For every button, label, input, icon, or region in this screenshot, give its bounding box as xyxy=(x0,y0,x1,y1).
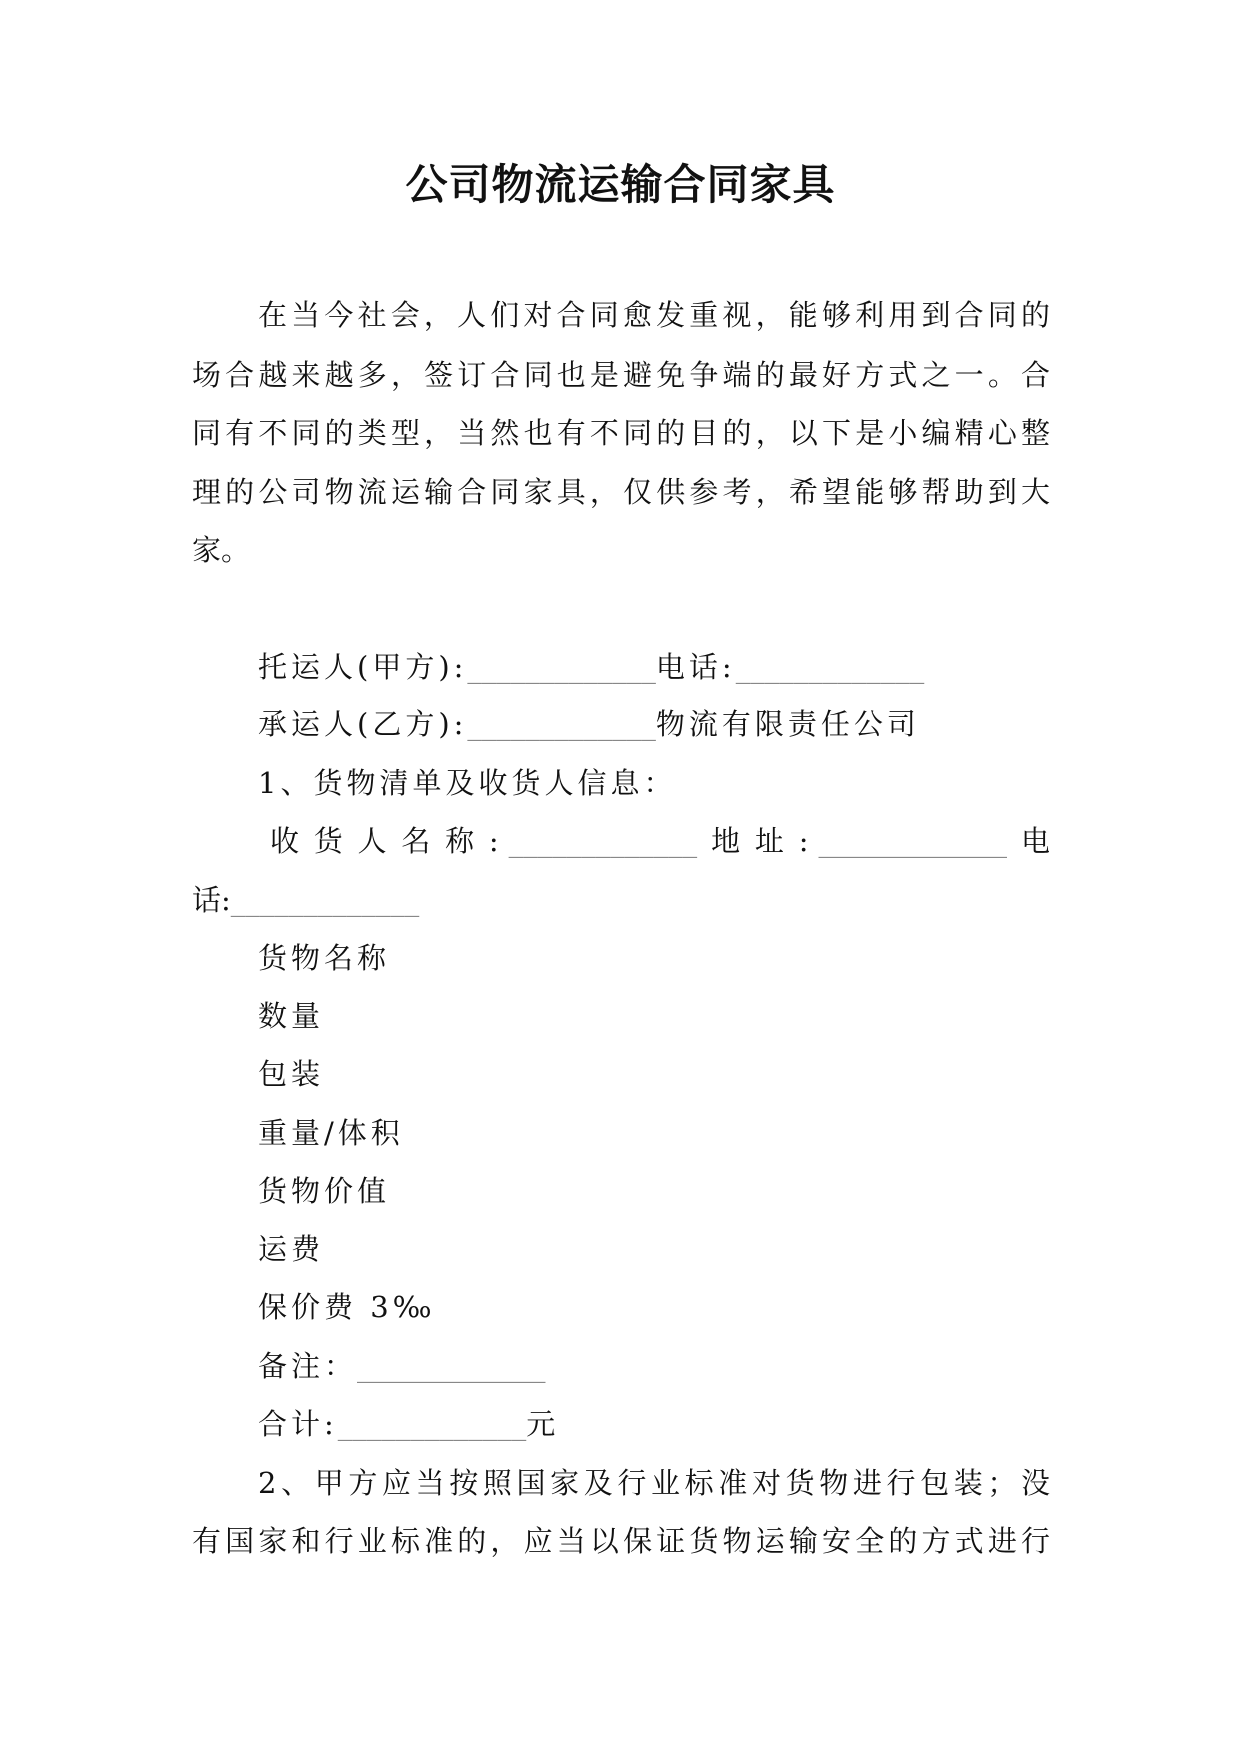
address-label: 地址: xyxy=(711,824,819,858)
shipper-label: 托运人(甲方): xyxy=(258,650,468,684)
total-blank: _____________ xyxy=(337,1407,527,1441)
address-blank: _____________ xyxy=(818,824,1007,858)
consignee-phone-blank: _____________ xyxy=(230,883,420,917)
shipper-blank: _____________ xyxy=(467,650,656,684)
item-packaging: 包装 xyxy=(258,1057,325,1091)
carrier-line xyxy=(258,695,920,753)
section1-heading: 1、货物清单及收货人信息： xyxy=(258,766,677,800)
carrier-blank: _____________ xyxy=(467,707,656,741)
carrier-label: 承运人(乙方): xyxy=(258,707,468,741)
item-insurance-fee: 保价费 3‰ xyxy=(258,1290,436,1324)
item-weight-volume: 重量/体积 xyxy=(258,1116,404,1150)
intro-line: 在当今社会，人们对合同愈发重视，能够利用到合同的 xyxy=(258,298,1050,332)
section2-line: 2、甲方应当按照国家及行业标准对货物进行包装；没 xyxy=(258,1466,1050,1500)
intro-line: 家。 xyxy=(192,533,251,567)
section2-line: 有国家和行业标准的，应当以保证货物运输安全的方式进行 xyxy=(192,1524,1050,1558)
item-freight: 运费 xyxy=(258,1232,325,1266)
consignee-phone-line xyxy=(192,871,419,929)
currency-label: 元 xyxy=(526,1407,560,1441)
remarks-label: 备注： xyxy=(258,1349,358,1383)
shipper-line xyxy=(258,638,924,696)
consignee-line xyxy=(258,812,1050,870)
total-line xyxy=(258,1395,559,1453)
consignee-phone-label-a: 电 xyxy=(1020,824,1050,858)
intro-line: 理的公司物流运输合同家具，仅供参考，希望能够帮助到大 xyxy=(192,475,1050,509)
shipper-phone-label: 电话: xyxy=(655,650,736,684)
consignee-name-label: 收货人名称: xyxy=(270,824,509,858)
total-label: 合计: xyxy=(258,1407,338,1441)
item-goods-name: 货物名称 xyxy=(258,941,391,975)
intro-line: 同有不同的类型，当然也有不同的目的，以下是小编精心整 xyxy=(192,416,1050,450)
document-title: 公司物流运输合同家具 xyxy=(405,160,836,209)
carrier-suffix: 物流有限责任公司 xyxy=(655,707,920,741)
intro-line: 场合越来越多，签订合同也是避免争端的最好方式之一。合 xyxy=(192,358,1050,392)
consignee-phone-label-b: 话: xyxy=(192,883,231,917)
shipper-phone-blank: _____________ xyxy=(735,650,925,684)
item-goods-value: 货物价值 xyxy=(258,1174,391,1208)
remarks-blank: _____________ xyxy=(357,1349,546,1383)
item-quantity: 数量 xyxy=(258,999,325,1033)
consignee-name-blank: _____________ xyxy=(508,824,698,858)
remarks-line xyxy=(258,1337,546,1395)
